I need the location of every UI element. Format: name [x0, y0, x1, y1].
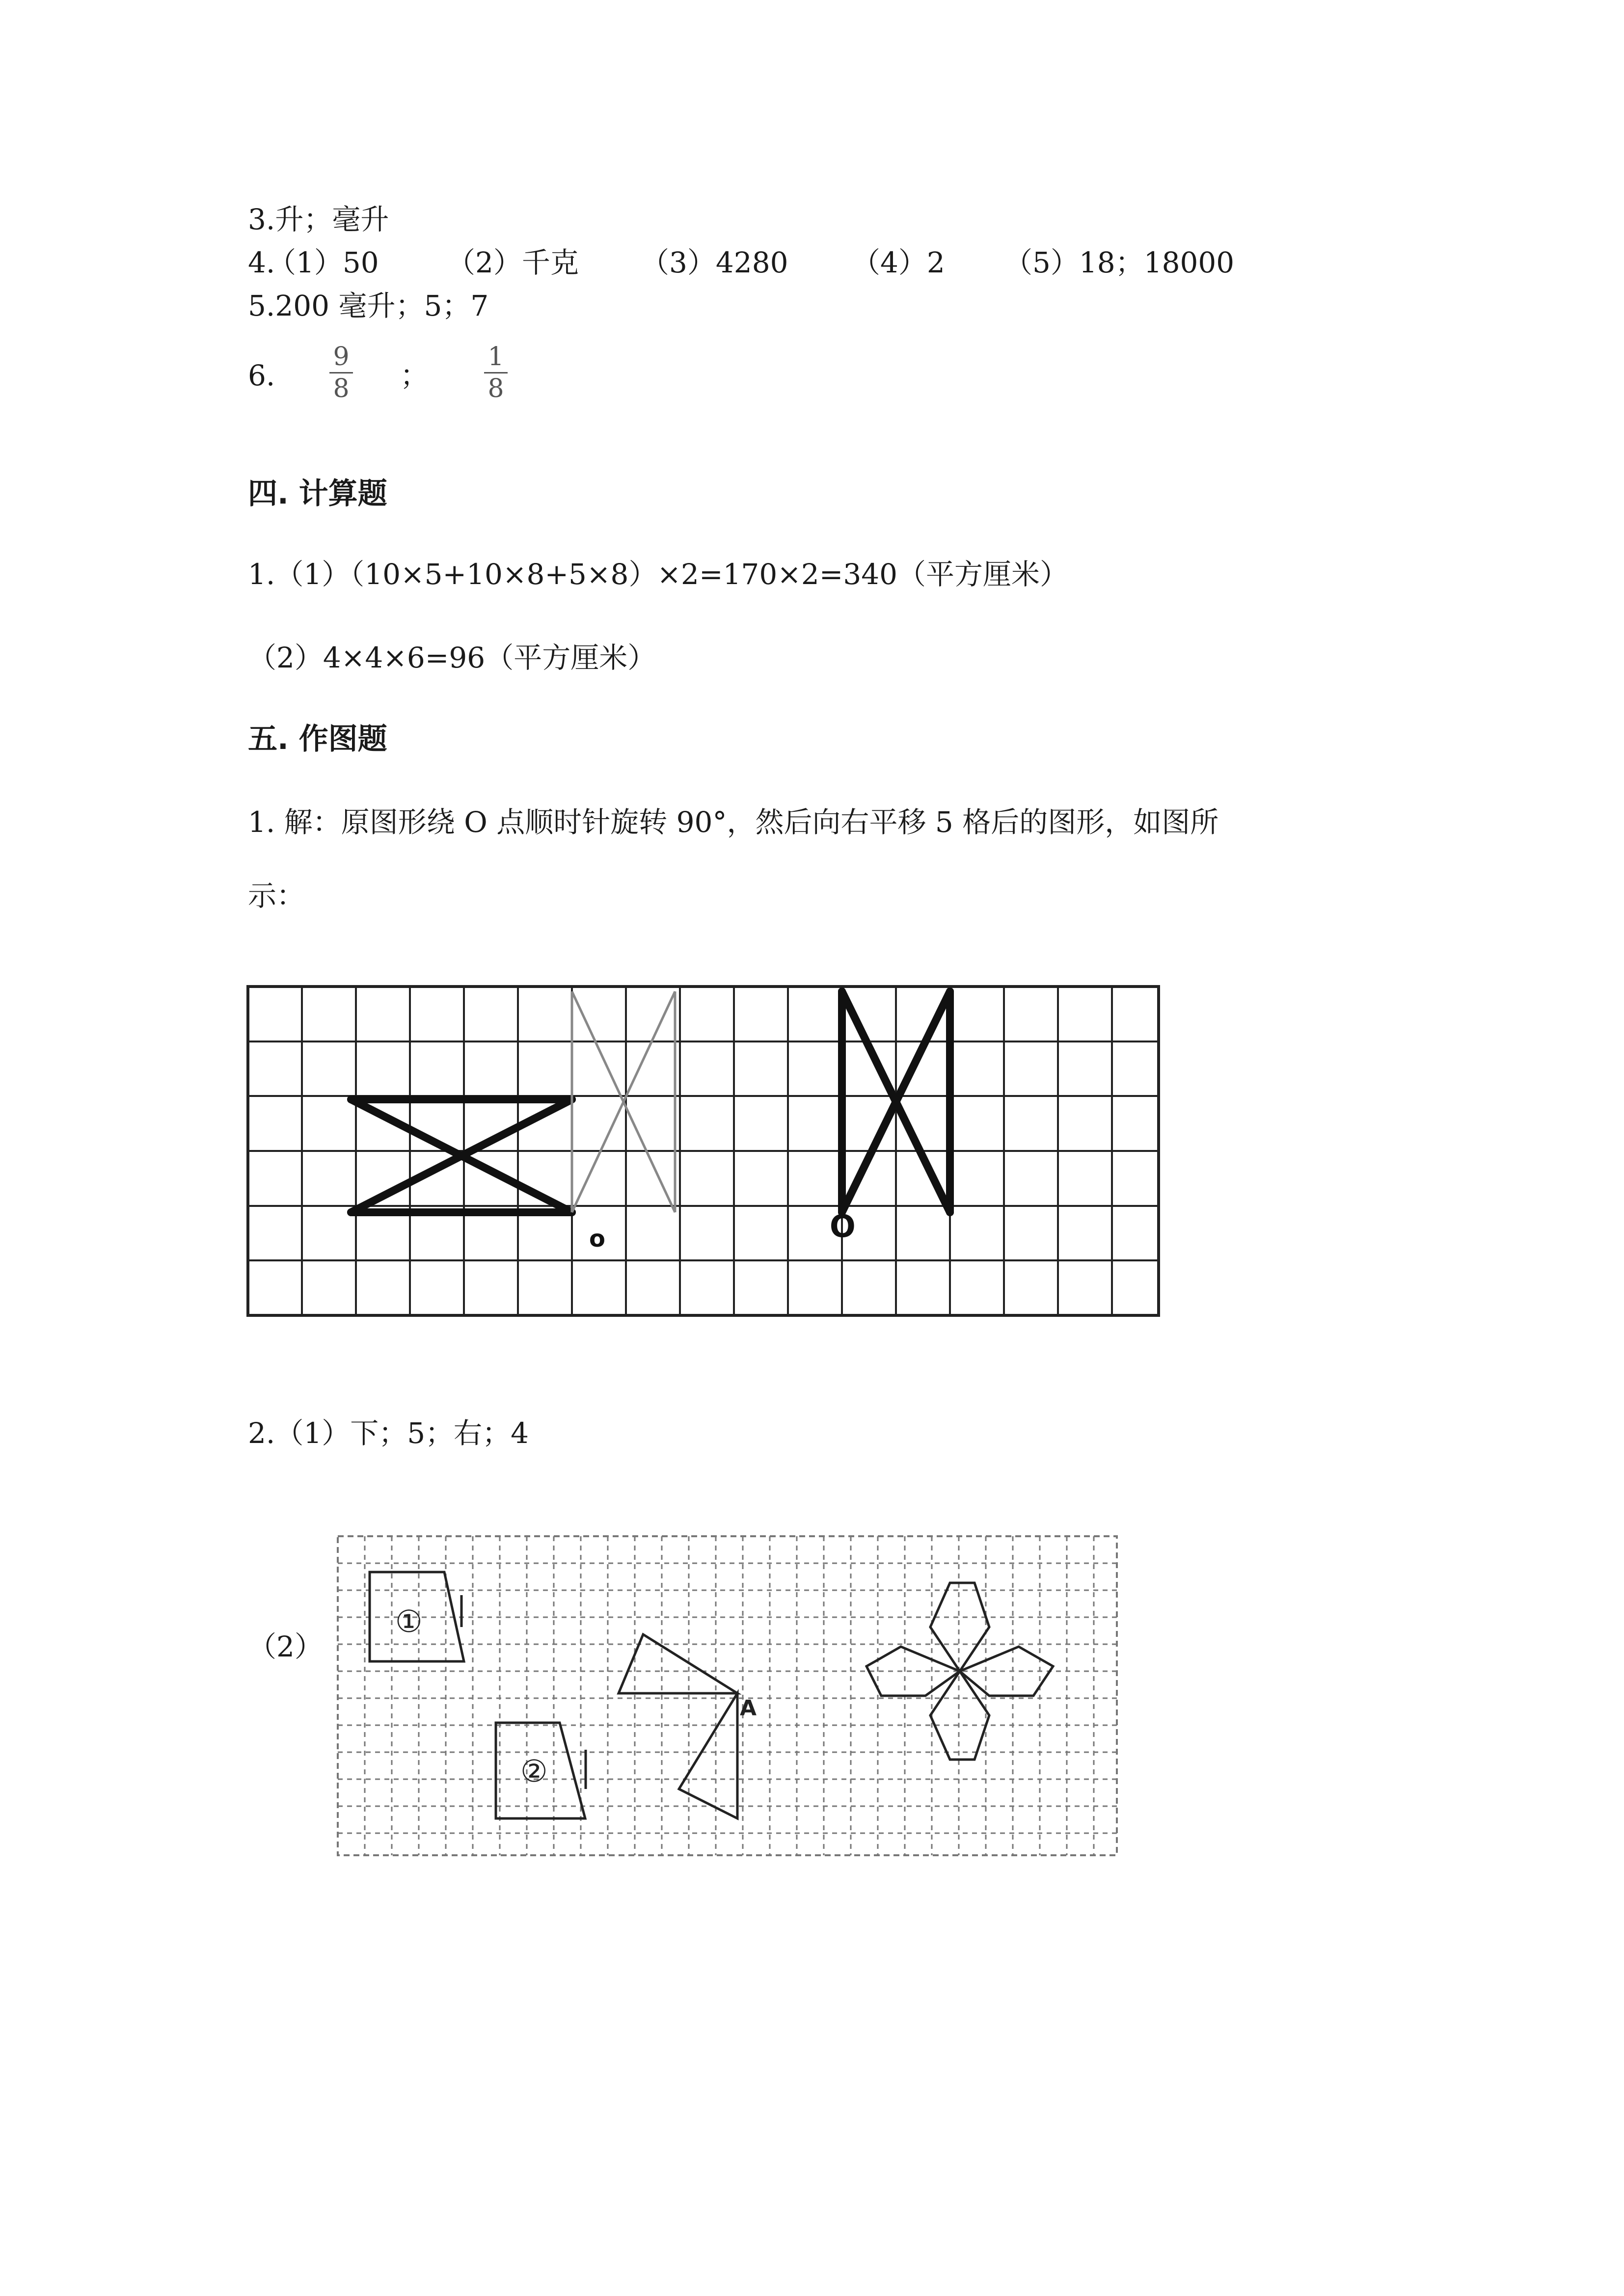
- answer-5: 5.200 毫升；5；7: [248, 289, 489, 322]
- fraction-denominator: 8: [487, 374, 504, 403]
- answer-4-part-4: （4）2: [852, 246, 945, 279]
- section-4-q1-part2: （2）4×4×6=96（平方厘米）: [248, 641, 656, 674]
- answer-4: [248, 245, 1328, 280]
- section-5-title: 五. 作图题: [248, 722, 387, 756]
- fraction-1-8: [481, 344, 511, 402]
- fraction-9-8: [326, 344, 356, 402]
- answer-4-part-2: （2）千克: [447, 246, 579, 279]
- fraction-numerator: 9: [333, 342, 350, 372]
- answer-6-separator: ；: [400, 359, 429, 392]
- answer-4-part-5: （5）18；18000: [1004, 246, 1235, 279]
- grid-lines: [248, 987, 1159, 1315]
- fraction-denominator: 8: [333, 374, 350, 403]
- point-a-label: A: [740, 1696, 757, 1721]
- rotated-shape: [572, 991, 675, 1212]
- answer-4-prefix: 4.: [248, 246, 275, 279]
- four-petal-shape: [866, 1583, 1053, 1760]
- answer-3: 3.升；毫升: [248, 203, 389, 236]
- point-o-label-small: o: [589, 1225, 605, 1253]
- shape-1-label: ①: [395, 1603, 423, 1639]
- section-5-q2-part1: 2.（1）下；5；右；4: [248, 1416, 529, 1450]
- point-o-label: O: [830, 1208, 856, 1244]
- shape-2-label: ②: [520, 1753, 548, 1789]
- section-4-q1-part1: 1.（1）（10×5+10×8+5×8）×2=170×2=340（平方厘米）: [248, 558, 1069, 591]
- answer-4-part-1: （1）50: [268, 246, 379, 279]
- section-5-q2-part2-label: （2）: [248, 1630, 323, 1663]
- section-5-q1-line1: 1. 解：原图形绕 O 点顺时针旋转 90°，然后向右平移 5 格后的图形，如图所: [248, 805, 1219, 839]
- original-shape: [351, 1099, 572, 1212]
- fraction-numerator: 1: [487, 342, 504, 372]
- section-4-title: 四. 计算题: [248, 477, 387, 511]
- answer-4-part-3: （3）4280: [641, 246, 788, 279]
- shapes-grid-figure: [336, 1534, 1119, 1860]
- answer-6-prefix: 6.: [248, 359, 275, 392]
- rotation-grid-figure: [245, 982, 1168, 1325]
- section-5-q1-line2: 示：: [248, 879, 305, 912]
- rotated-triangles: [619, 1634, 737, 1818]
